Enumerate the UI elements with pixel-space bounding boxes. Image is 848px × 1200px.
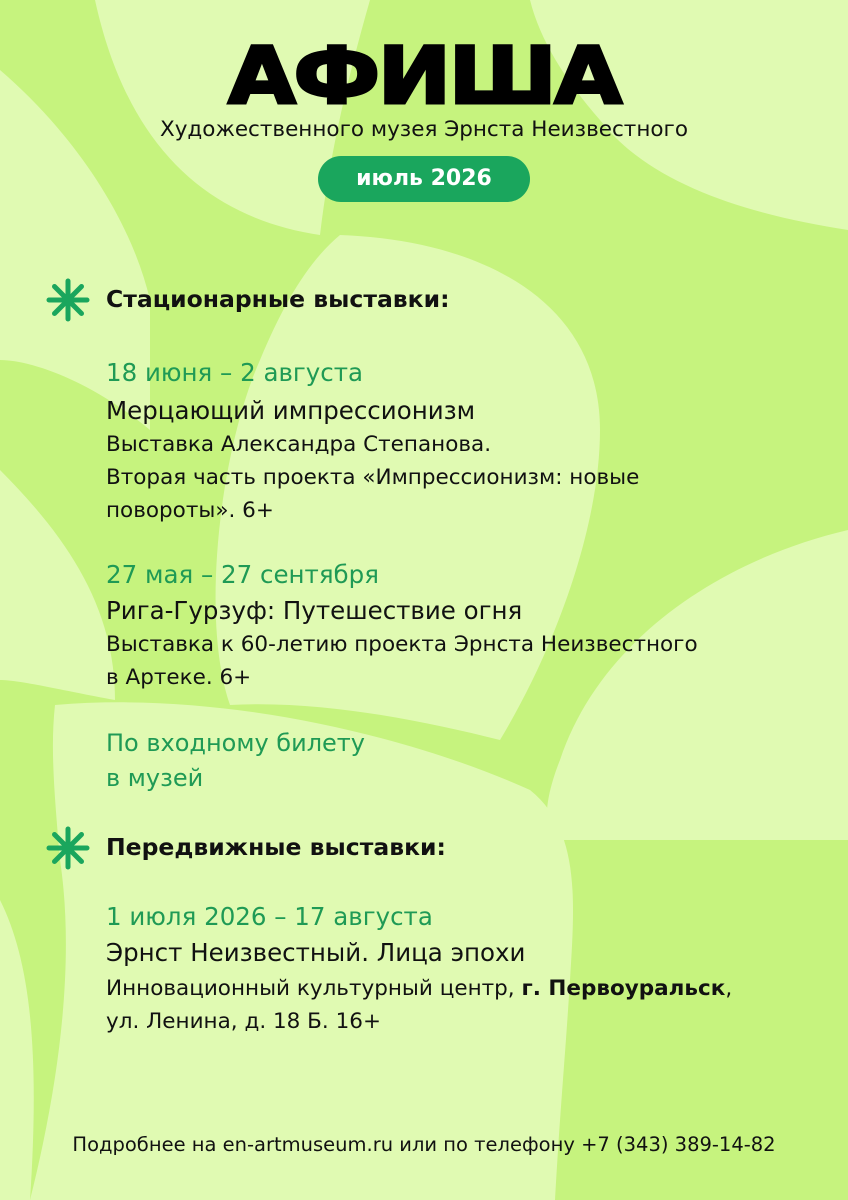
exhibition-title: Эрнст Неизвестный. Лица эпохи — [106, 938, 526, 967]
asterisk-star-icon — [46, 826, 90, 870]
exhibition-dates: 18 июня – 2 августа — [106, 358, 364, 387]
description-line: Выставка Александра Степанова. — [106, 432, 492, 457]
museum-subtitle: Художественного музея Эрнста Неизвестного — [159, 117, 688, 142]
description-city: г. Первоуральск — [521, 976, 726, 1001]
asterisk-star-icon — [46, 278, 90, 322]
description-line: Вторая часть проекта «Импрессионизм: новые — [106, 465, 640, 490]
note-line: По входному билету — [106, 729, 365, 757]
exhibition-dates: 27 мая – 27 сентября — [106, 560, 379, 589]
ticket-note — [106, 726, 365, 796]
description-line: в Артеке. 6+ — [106, 665, 252, 690]
description-venue: Инновационный культурный центр, — [106, 976, 522, 1001]
description-line: ул. Ленина, д. 18 Б. 16+ — [106, 1009, 381, 1034]
exhibition-title: Мерцающий импрессионизм — [106, 396, 476, 425]
footer-contact: Подробнее на en-artmuseum.ru или по телефону +7 (343) 389-14-82 — [72, 1133, 776, 1156]
exhibition-description — [106, 628, 806, 694]
note-line: в музей — [106, 764, 204, 792]
description-line — [106, 972, 806, 1005]
section-title: Стационарные выставки: — [106, 285, 450, 313]
section-title: Передвижные выставки: — [106, 833, 446, 861]
page-title: АФИША — [228, 32, 620, 122]
exhibition-dates: 1 июля 2026 – 17 августа — [106, 902, 433, 931]
exhibition-description — [106, 428, 806, 527]
description-punct: , — [725, 976, 733, 1001]
month-badge: июль 2026 — [318, 156, 530, 202]
exhibition-title: Рига-Гурзуф: Путешествие огня — [106, 596, 523, 625]
exhibition-description — [106, 972, 806, 1038]
description-line: повороты». 6+ — [106, 498, 274, 523]
description-line: Выставка к 60-летию проекта Эрнста Неизвестного — [106, 632, 698, 657]
